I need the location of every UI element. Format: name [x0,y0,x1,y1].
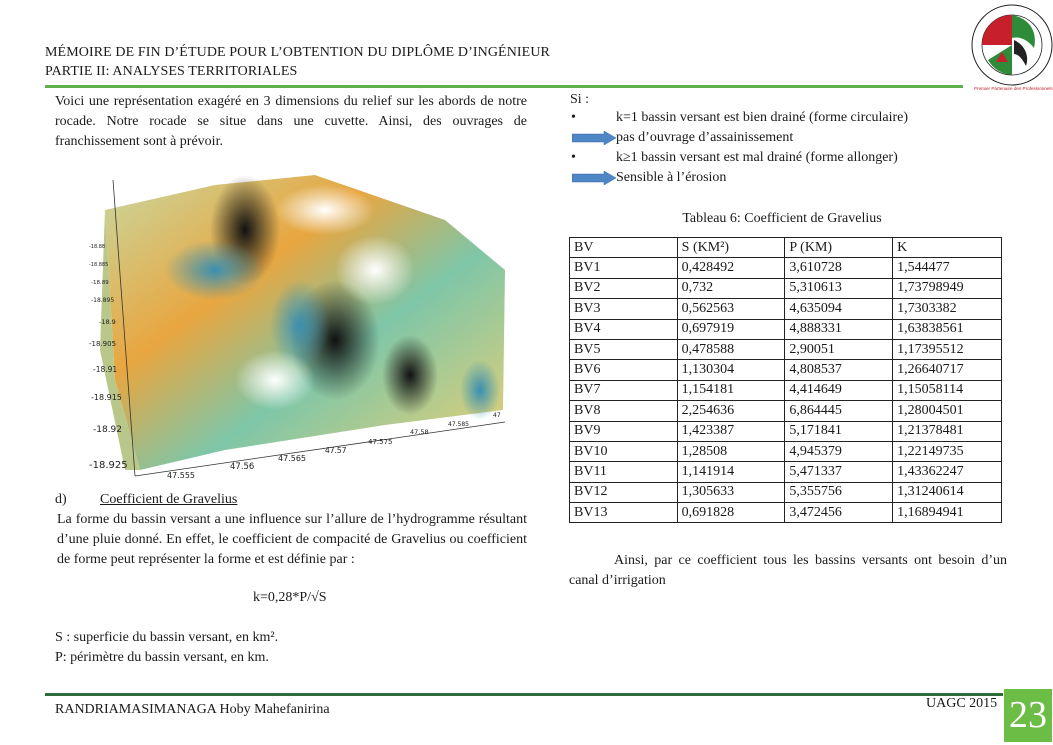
section-number: d) [55,492,67,507]
si-label: Si : [570,92,590,107]
table-cell: 2,254636 [677,401,785,421]
table-row [570,319,1002,339]
y-tick: -18.895 [91,297,115,304]
table-cell: 1,28004501 [893,401,1002,421]
school-logo [968,0,1053,95]
table-cell: 1,305633 [677,482,785,502]
column-header: S (KM²) [677,238,785,258]
table-row [570,482,1002,502]
table-cell: 4,945379 [785,441,893,461]
table-cell: 1,15058114 [893,380,1002,400]
condition-text: k≥1 bassin versant est mal drainé (forme allonger) [616,150,898,165]
arrow-right-icon [572,131,616,145]
y-tick: -18.89 [91,280,109,286]
x-tick: 47.57 [325,446,347,455]
table-cell: 1,141914 [677,462,785,482]
y-tick: -18.915 [91,393,122,402]
result-text: pas d’ouvrage d’assainissement [616,130,794,145]
x-tick: 47 [493,412,501,419]
table-caption: Tableau 6: Coefficient de Gravelius [682,211,882,226]
list-item [570,148,1010,168]
table-cell: 0,691828 [677,503,785,523]
table-row [570,380,1002,400]
table-cell: 1,544477 [893,258,1002,278]
y-tick: -18.885 [89,262,109,268]
table-cell: 1,73798949 [893,278,1002,298]
table-row [570,360,1002,380]
footer-author: RANDRIAMASIMANAGA Hoby Mahefanirina [55,702,330,717]
table-cell: 1,130304 [677,360,785,380]
y-tick: -18.925 [89,460,128,471]
column-header: K [893,238,1002,258]
y-tick: -18.9 [99,318,116,326]
table-cell: BV2 [570,278,678,298]
x-tick: 47.585 [448,421,469,428]
y-tick: -18.88 [89,244,106,250]
table-row [570,258,1002,278]
x-tick: 47.555 [167,471,195,480]
table-row [570,421,1002,441]
table-row [570,299,1002,319]
definition-s: S : superficie du bassin versant, en km². [55,630,279,645]
gravelius-table [569,237,1002,523]
table-cell: 1,26640717 [893,360,1002,380]
section-heading [55,490,237,510]
table-cell: 1,423387 [677,421,785,441]
list-item [570,168,1010,188]
relief-3d-surface [85,150,510,480]
y-tick: -18.905 [89,340,117,348]
table-cell: 1,43362247 [893,462,1002,482]
section-paragraph: La forme du bassin versant a une influence sur l’allure de l’hydrogramme résultant d’une pluie donné. En effet, le coefficient de compacité de Gravelius ou coefficient de forme peut représenter la forme et est définie par : [57,512,527,567]
table-cell: 3,610728 [785,258,893,278]
table-cell: 4,635094 [785,299,893,319]
table-cell: 5,355756 [785,482,893,502]
table-cell: 0,428492 [677,258,785,278]
bullet-icon: • [571,110,576,125]
table-cell: 1,21378481 [893,421,1002,441]
logo-tagline: Premier Partenaire des Professionnels [974,86,1053,91]
table-cell: 1,31240614 [893,482,1002,502]
table-cell: BV11 [570,462,678,482]
table-cell: 5,171841 [785,421,893,441]
y-tick: -18.91 [93,365,118,374]
table-cell: 1,22149735 [893,441,1002,461]
table-cell: 6,864445 [785,401,893,421]
table-cell: 3,472456 [785,503,893,523]
table-cell: BV7 [570,380,678,400]
table-cell: 0,478588 [677,339,785,359]
bullet-icon: • [571,150,576,165]
column-header: BV [570,238,678,258]
y-tick: -18.92 [93,425,123,435]
gravelius-formula: k=0,28*P/√S [253,590,327,605]
section-title: Coefficient de Gravelius [100,492,238,507]
table-row [570,503,1002,523]
table-cell: 0,697919 [677,319,785,339]
header-title: MÉMOIRE DE FIN D’ÉTUDE POUR L’OBTENTION DU DIPLÔME D’INGÉNIEUR [45,45,550,60]
x-tick: 47.575 [368,438,393,446]
table-row [570,462,1002,482]
table-cell: BV1 [570,258,678,278]
x-tick: 47.56 [230,462,255,472]
table-cell: BV5 [570,339,678,359]
list-item [570,128,1010,148]
table-row [570,278,1002,298]
header-subtitle: PARTIE II: ANALYSES TERRITORIALES [45,64,298,79]
intro-paragraph: Voici une représentation exagéré en 3 dimensions du relief sur les abords de notre rocade. Notre rocade se situe dans une cuvette. Ainsi, des ouvrages de franchissement sont à prévoir. [55,94,527,149]
column-header: P (KM) [785,238,893,258]
result-text: Sensible à l’érosion [616,170,727,185]
table-header-row [570,238,1002,258]
table-cell: BV9 [570,421,678,441]
condition-text: k=1 bassin versant est bien drainé (forme circulaire) [616,110,909,125]
table-cell: 1,7303382 [893,299,1002,319]
table-cell: 1,16894941 [893,503,1002,523]
footer-organization: UAGC 2015 [926,696,998,711]
table-cell: BV3 [570,299,678,319]
table-cell: 4,414649 [785,380,893,400]
table-cell: BV6 [570,360,678,380]
header-divider [45,85,963,88]
table-cell: 2,90051 [785,339,893,359]
table-cell: BV10 [570,441,678,461]
table-cell: 5,471337 [785,462,893,482]
table-cell: 4,808537 [785,360,893,380]
table-cell: 1,17395512 [893,339,1002,359]
definition-p: P: périmètre du bassin versant, en km. [55,650,269,665]
table-cell: 1,63838561 [893,319,1002,339]
arrow-right-icon [572,171,616,185]
table-cell: 5,310613 [785,278,893,298]
table-cell: 0,562563 [677,299,785,319]
table-cell: 4,888331 [785,319,893,339]
page-header [45,43,550,81]
page-number: 23 [1004,689,1052,742]
table-cell: 0,732 [677,278,785,298]
table-cell: BV4 [570,319,678,339]
table-cell: 1,28508 [677,441,785,461]
footer-divider [45,693,1003,696]
x-tick: 47.565 [278,454,306,463]
table-cell: BV13 [570,503,678,523]
list-item [570,108,1010,128]
table-cell: BV8 [570,401,678,421]
conclusion-paragraph: Ainsi, par ce coefficient tous les bassins versants ont besoin d’un canal d’irrigation [569,553,1007,588]
table-row [570,339,1002,359]
table-row [570,441,1002,461]
interpretation-block [570,90,1010,188]
table-cell: BV12 [570,482,678,502]
table-row [570,401,1002,421]
table-cell: 1,154181 [677,380,785,400]
x-tick: 47.58 [410,428,429,436]
